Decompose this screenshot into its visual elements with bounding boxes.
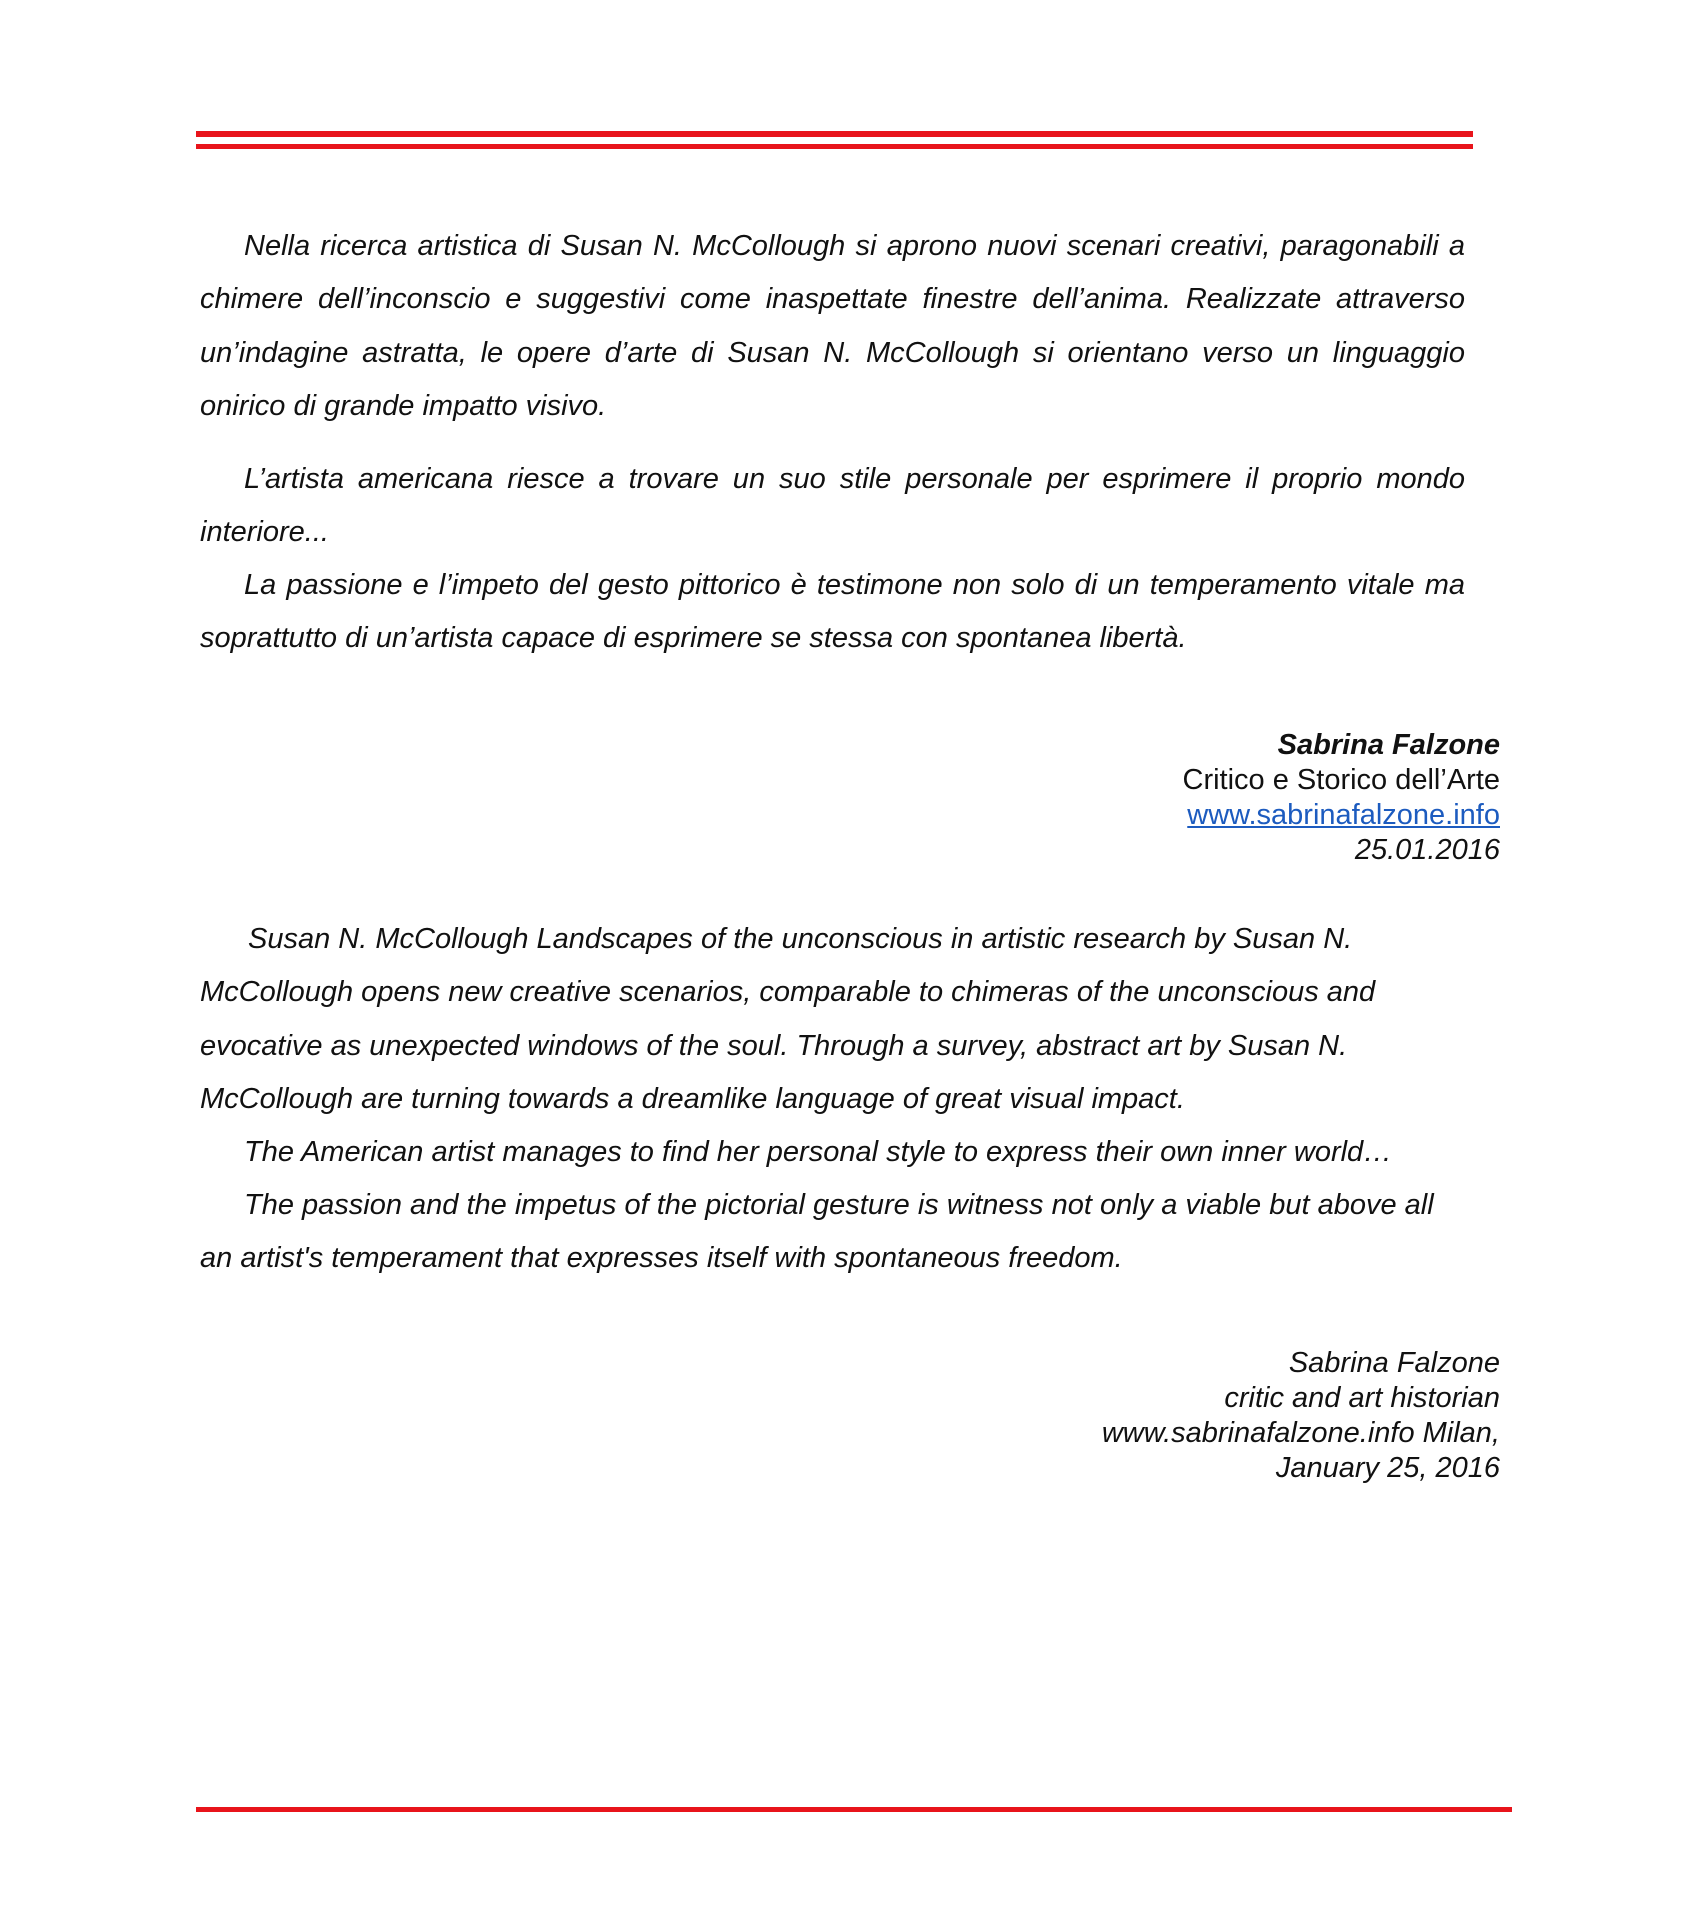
- signature-role: critic and art historian: [1224, 1382, 1500, 1414]
- italian-paragraph-3: La passione e l’impeto del gesto pittorico è testimone non solo di un temperamento vitale ma soprattutto di un’artista capace di esprimere se stessa con spontanea libertà.: [200, 569, 1465, 655]
- italian-paragraph-2: L’artista americana riesce a trovare un suo stile personale per esprimere il proprio mondo interiore...: [200, 463, 1465, 549]
- signature-english: [1102, 1346, 1500, 1486]
- signature-name: Sabrina Falzone: [1288, 1347, 1500, 1379]
- signature-role: Critico e Storico dell’Arte: [1182, 764, 1500, 796]
- english-paragraph-2: The American artist manages to find her personal style to express their own inner world…: [244, 1136, 1393, 1168]
- bottom-rule: [196, 1807, 1512, 1812]
- signature-date: 25.01.2016: [1354, 834, 1500, 866]
- signature-italian: [1183, 728, 1501, 868]
- top-rule-thin: [196, 144, 1473, 149]
- english-paragraph-3: The passion and the impetus of the pictorial gesture is witness not only a viable but above all an artist's temperament that expresses itself with spontaneous freedom.: [200, 1189, 1434, 1275]
- signature-website-city: www.sabrinafalzone.info Milan,: [1101, 1417, 1500, 1449]
- top-rule-thick: [196, 131, 1473, 137]
- signature-name: Sabrina Falzone: [1277, 729, 1500, 761]
- website-link[interactable]: www.sabrinafalzone.info: [1187, 799, 1500, 831]
- signature-date: January 25, 2016: [1275, 1452, 1500, 1484]
- english-paragraph-1: Susan N. McCollough Landscapes of the unconscious in artistic research by Susan N. McCollough opens new creative scenarios, comparable to chimeras of the unconscious and evocative as unexpected windows of the soul. Through a survey, abstract art by Susan N. McCollough are turning towards a dreamlike language of great visual impact.: [200, 923, 1376, 1115]
- italian-paragraph-1: Nella ricerca artistica di Susan N. McCollough si aprono nuovi scenari creativi, paragonabili a chimere dell’inconscio e suggestivi come inaspettate finestre dell’anima. Realizzate attraverso un’indagine astratta, le opere d’arte di Susan N. McCollough si orientano verso un linguaggio onirico di grande impatto visivo.: [200, 230, 1465, 422]
